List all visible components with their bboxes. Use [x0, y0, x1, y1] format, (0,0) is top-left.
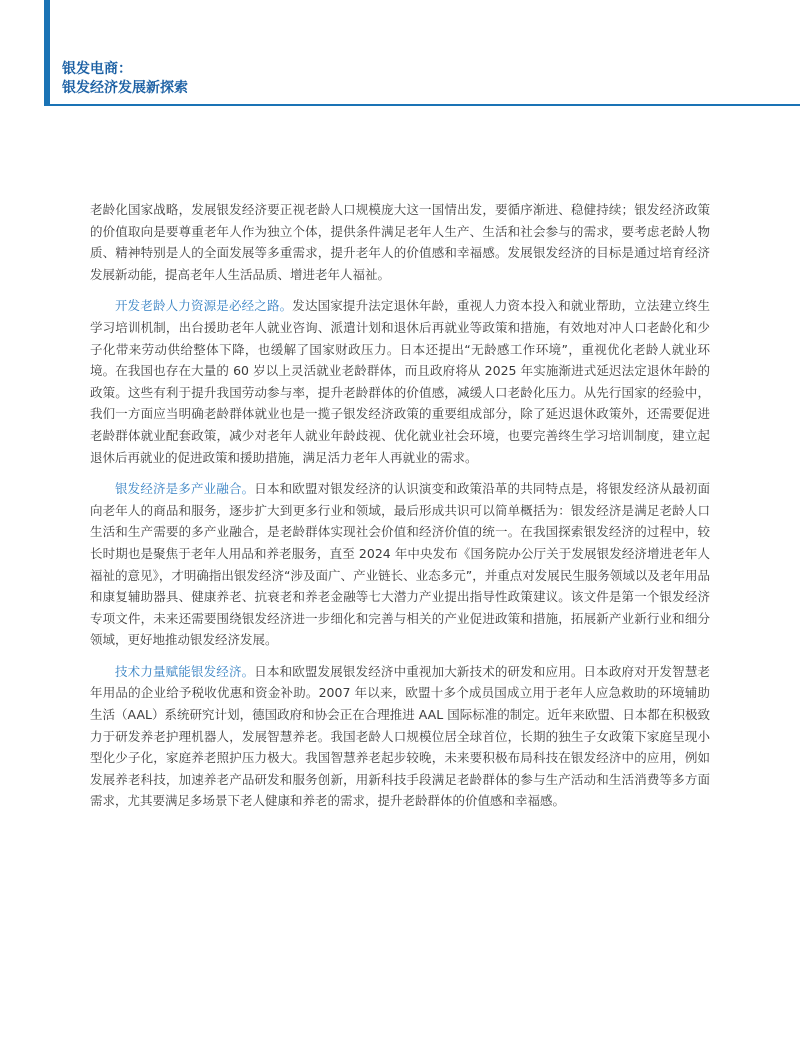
paragraph-lead: 银发经济是多产业融合。 [115, 481, 255, 497]
header-accent-bar [44, 0, 50, 104]
header-title-line2: 银发经济发展新探索 [62, 80, 188, 96]
paragraph-text: 日本和欧盟对银发经济的认识演变和政策沿革的共同特点是，将银发经济从最初面向老年人的商品和服务，逐步扩大到更多行业和领域，最后形成共识可以简单概括为：银发经济是满足老龄人口生活和生产需要的多产业融合，是老龄群体实现社会价值和经济价值的统一。在我国探索银发经济的过程中，较长时期也是聚焦于老年人用品和养老服务，直至 2024 年中央发布《国务院办公厅关于发展银发经济增进老年人福祉的意见》，才明确指出银发经济“涉及面广、产业链长、业态多元”，并重点对发展民生服务领域以及老年用品和康复辅助器具、健康养老、抗衰老和养老金融等七大潜力产业提出指导性政策建议。该文件是第一个银发经济专项文件，未来还需要围绕银发经济进一步细化和完善与相关的产业促进政策和措施，拓展新产业新行业和细分领域，更好地推动银发经济发展。 [90, 481, 710, 648]
paragraph-lead: 开发老龄人力资源是必经之路。 [115, 298, 293, 314]
article-body [90, 199, 710, 822]
body-paragraph [90, 199, 710, 285]
paragraph-lead: 技术力量赋能银发经济。 [115, 663, 255, 679]
paragraph-text: 日本和欧盟发展银发经济中重视加大新技术的研发和应用。日本政府对开发智慧老年用品的企业给予税收优惠和资金补助。2007 年以来，欧盟十多个成员国成立用于老年人应急救助的环境辅助生活（AAL）系统研究计划，德国政府和协会正在合理推进 AAL 国际标准的制定。近年来欧盟、日本都在积极致力于研发养老护理机器人，发展智慧养老。我国老龄人口规模位居全球首位，长期的独生子女政策下家庭呈现小型化少子化，家庭养老照护压力极大。我国智慧养老起步较晚，未来要积极布局科技在银发经济中的应用，例如发展养老科技，加速养老产品研发和服务创新，用新科技手段满足老龄群体的参与生产活动和生活消费等多方面需求，尤其要满足多场景下老人健康和养老的需求，提升老龄群体的价值感和幸福感。 [90, 663, 710, 809]
paragraph-text: 老龄化国家战略，发展银发经济要正视老龄人口规模庞大这一国情出发，要循序渐进、稳健持续；银发经济政策的价值取向是要尊重老年人作为独立个体，提供条件满足老年人生产、生活和社会参与的需求，要考虑老龄人物质、精神特别是人的全面发展等多重需求，提升老年人的价值感和幸福感。发展银发经济的目标是通过培育经济发展新动能，提高老年人生活品质、增进老年人福祉。 [90, 202, 710, 282]
body-paragraph [90, 661, 710, 812]
paragraph-text: 发达国家提升法定退休年龄，重视人力资本投入和就业帮助，立法建立终生学习培训机制，出台援助老年人就业咨询、派遣计划和退休后再就业等政策和措施，有效地对冲人口老龄化和少子化带来劳动供给整体下降，也缓解了国家财政压力。日本还提出“无龄感工作环境”，重视优化老龄人就业环境。在我国也存在大量的 60 岁以上灵活就业老龄群体，而且政府将从 2025 年实施渐进式延迟法定退休年龄的政策。这些有利于提升我国劳动参与率，提升老龄群体的价值感，减缓人口老龄化压力。从先行国家的经验中，我们一方面应当明确老龄群体就业也是一揽子银发经济政策的重要组成部分，除了延迟退休政策外，还需要促进老龄群体就业配套政策，减少对老年人就业年龄歧视、优化就业社会环境，也要完善终生学习培训制度，建立起退休后再就业的促进政策和援助措施，满足活力老年人再就业的需求。 [90, 298, 710, 465]
header-divider [44, 104, 800, 106]
section-header [62, 60, 188, 98]
header-title-line1: 银发电商： [62, 61, 132, 77]
body-paragraph [90, 478, 710, 651]
body-paragraph [90, 295, 710, 468]
